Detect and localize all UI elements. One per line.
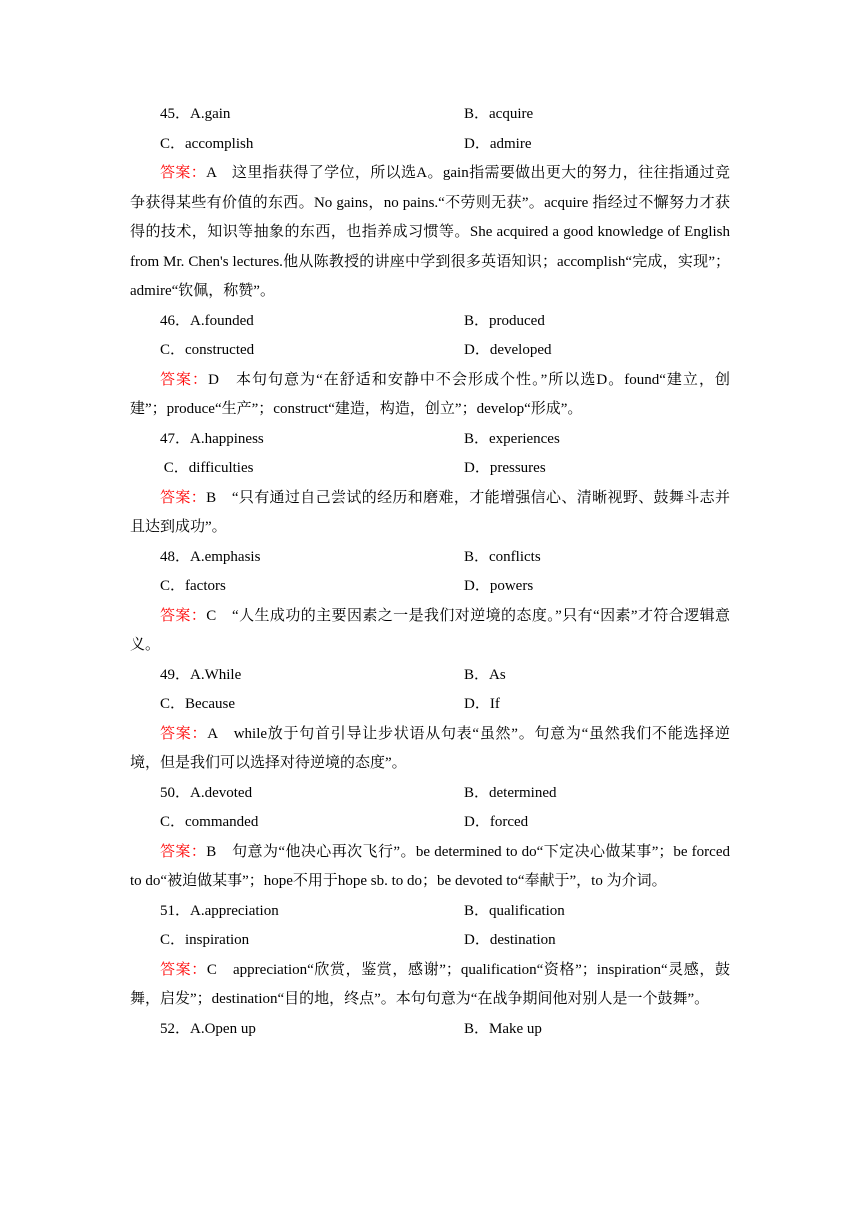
answer-text: B 句意为“他决心再次飞行”。be determined to do“下定决心做某事”；be forced to do“被迫做某事”；hope不用于hope sb. to do；be devoted to“奉献于”，to 为介词。 bbox=[130, 843, 730, 889]
option-a: 47．A.happiness bbox=[160, 430, 264, 447]
option-d: D．forced bbox=[464, 814, 529, 830]
answer-label: 答案： bbox=[160, 961, 207, 978]
option-c: C．commanded bbox=[160, 814, 259, 830]
option-b: B．Make up bbox=[464, 1020, 542, 1037]
options-row bbox=[130, 690, 730, 720]
option-b: B．determined bbox=[464, 784, 557, 801]
answer-explanation bbox=[130, 838, 730, 897]
option-d: D．powers bbox=[464, 578, 534, 594]
answer-label: 答案： bbox=[160, 489, 207, 506]
option-d: D．destination bbox=[464, 932, 556, 948]
options-row bbox=[130, 808, 730, 838]
answer-label: 答案： bbox=[160, 725, 208, 742]
option-c: C．factors bbox=[160, 578, 226, 594]
answer-explanation bbox=[130, 366, 730, 425]
options-row bbox=[130, 130, 730, 160]
option-d: D．If bbox=[464, 696, 500, 712]
option-c: C．difficulties bbox=[160, 460, 254, 476]
answer-text: C “人生成功的主要因素之一是我们对逆境的态度。”只有“因素”才符合逻辑意义。 bbox=[130, 607, 730, 653]
options-row bbox=[130, 661, 730, 691]
answer-text: A 这里指获得了学位，所以选A。gain指需要做出更大的努力，往往指通过竞争获得某些有价值的东西。No gains，no pains.“不劳则无获”。acquire 指经过不懈努力才获得的技术，知识等抽象的东西，也指养成习惯等。She acquired a good knowledge of English from Mr. Chen's lectures.他从陈教授的讲座中学到很多英语知识；accomplish“完成，实现”；admire“钦佩，称赞”。 bbox=[130, 165, 730, 299]
option-c: C．inspiration bbox=[160, 932, 250, 948]
options-row bbox=[130, 454, 730, 484]
options-row bbox=[130, 572, 730, 602]
options-row bbox=[130, 425, 730, 455]
exercise-content bbox=[130, 100, 730, 1044]
answer-label: 答案： bbox=[160, 843, 207, 860]
option-a: 51．A.appreciation bbox=[160, 902, 279, 919]
option-b: B．qualification bbox=[464, 902, 565, 919]
option-a: 52．A.Open up bbox=[160, 1020, 256, 1037]
option-b: B．conflicts bbox=[464, 548, 541, 565]
options-row bbox=[130, 779, 730, 809]
answer-label: 答案： bbox=[160, 165, 207, 181]
options-row bbox=[130, 897, 730, 927]
option-c: C．Because bbox=[160, 696, 235, 712]
answer-text: B “只有通过自己尝试的经历和磨难，才能增强信心、清晰视野、鼓舞斗志并且达到成功”。 bbox=[130, 489, 730, 535]
option-a: 46．A.founded bbox=[160, 312, 254, 329]
answer-explanation bbox=[130, 484, 730, 543]
option-d: D．admire bbox=[464, 135, 532, 152]
option-a: 45．A.gain bbox=[160, 106, 231, 122]
options-row bbox=[130, 100, 730, 130]
options-row bbox=[130, 307, 730, 337]
answer-text: D 本句句意为“在舒适和安静中不会形成个性。”所以选D。found“建立，创建”；produce“生产”；construct“建造，构造，创立”；develop“形成”。 bbox=[130, 371, 730, 417]
option-d: D．pressures bbox=[464, 460, 546, 476]
options-row bbox=[130, 926, 730, 956]
option-a: 50．A.devoted bbox=[160, 784, 253, 801]
answer-label: 答案： bbox=[160, 607, 207, 624]
options-row bbox=[130, 336, 730, 366]
option-d: D．developed bbox=[464, 342, 552, 358]
answer-label: 答案： bbox=[160, 371, 209, 388]
answer-text: A while放于句首引导让步状语从句表“虽然”。句意为“虽然我们不能选择逆境，但是我们可以选择对待逆境的态度”。 bbox=[130, 725, 730, 771]
answer-explanation bbox=[130, 159, 730, 307]
answer-explanation bbox=[130, 956, 730, 1015]
option-a: 48．A.emphasis bbox=[160, 548, 261, 565]
answer-explanation bbox=[130, 602, 730, 661]
option-a: 49．A.While bbox=[160, 666, 242, 683]
options-row bbox=[130, 543, 730, 573]
answer-explanation bbox=[130, 720, 730, 779]
option-b: B．experiences bbox=[464, 430, 560, 447]
option-c: C．accomplish bbox=[160, 135, 254, 152]
option-b: B．produced bbox=[464, 312, 545, 329]
option-b: B．As bbox=[464, 666, 506, 683]
option-b: B．acquire bbox=[464, 106, 534, 122]
options-row bbox=[130, 1015, 730, 1045]
option-c: C．constructed bbox=[160, 342, 255, 358]
answer-text: C appreciation“欣赏，鉴赏，感谢”；qualification“资格”；inspiration“灵感，鼓舞，启发”；destination“目的地，终点”。本句句意为“在战争期间他对别人是一个鼓舞”。 bbox=[130, 961, 730, 1007]
